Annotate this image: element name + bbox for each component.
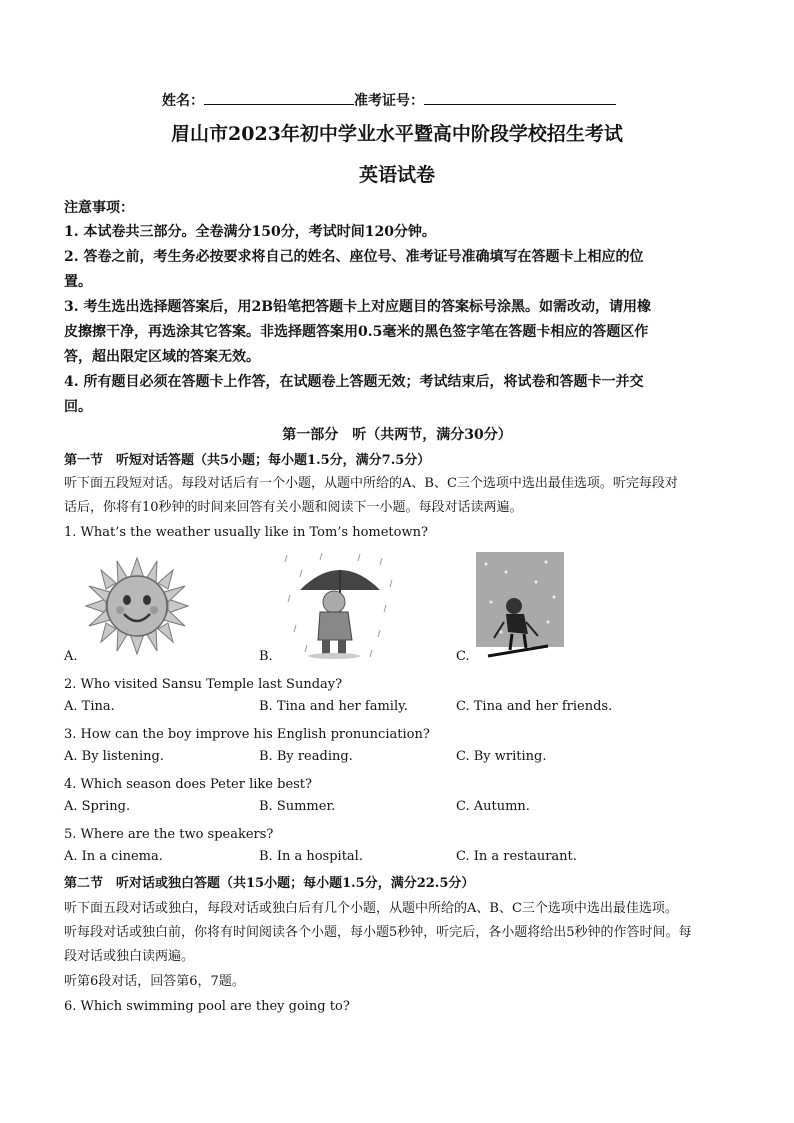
section1-instruction: 话后，你将有10秒钟的时间来回答有关小题和阅读下一小题。每段对话读两遍。: [64, 500, 523, 515]
section1-heading: 第一节 听短对话答题（共5小题；每小题1.5分，满分7.5分）: [64, 453, 431, 468]
question-3: 3. How can the boy improve his English pronunciation?: [64, 727, 430, 742]
option-a[interactable]: A. Tina.: [64, 699, 115, 714]
option-c[interactable]: C. Tina and her friends.: [456, 699, 613, 714]
question-2: 2. Who visited Sansu Temple last Sunday?: [64, 677, 343, 692]
option-c[interactable]: C. In a restaurant.: [456, 849, 577, 864]
option-a[interactable]: A. Spring.: [64, 799, 131, 814]
section2-instruction: 听每段对话或独白前，你将有时间阅读各个小题，每小题5秒钟，听完后，各小题将给出5秒钟的作答时间。每: [64, 925, 692, 940]
option-a[interactable]: A. By listening.: [64, 749, 164, 764]
option-b[interactable]: B. In a hospital.: [259, 849, 363, 864]
option-b[interactable]: B.: [259, 649, 273, 664]
section2-instruction: 段对话或独白读两遍。: [64, 949, 195, 964]
option-a[interactable]: A. In a cinema.: [64, 849, 163, 864]
name-label: 姓名：: [162, 93, 204, 109]
sun-image: [84, 556, 190, 656]
note-line: 3. 考生选出选择题答案后，用2B铅笔把答题卡上对应题目的答案标号涂黑。如需改动，请用橡: [64, 299, 652, 315]
option-c[interactable]: C. By writing.: [456, 749, 547, 764]
id-blank[interactable]: [424, 90, 616, 105]
part1-title: 第一部分 听（共两节，满分30分）: [282, 427, 512, 443]
option-c[interactable]: C. Autumn.: [456, 799, 530, 814]
note-line: 皮擦擦干净，再选涂其它答案。非选择题答案用0.5毫米的黑色签字笔在答题卡相应的答题区作: [64, 324, 649, 340]
page-title: 眉山市2023年初中学业水平暨高中阶段学校招生考试: [171, 123, 623, 145]
question-4: 4. Which season does Peter like best?: [64, 777, 312, 792]
id-label: 准考证号：: [354, 93, 424, 109]
question-6: 6. Which swimming pool are they going to?: [64, 999, 350, 1014]
note-line: 2. 答卷之前，考生务必按要求将自己的姓名、座位号、准考证号准确填写在答题卡上相应的位: [64, 249, 644, 265]
option-c[interactable]: C.: [456, 649, 470, 664]
page-subtitle: 英语试卷: [358, 164, 435, 186]
snow-skiing-image: [476, 552, 564, 662]
rain-umbrella-image: [282, 550, 398, 662]
option-a[interactable]: A.: [64, 649, 78, 664]
question-5: 5. Where are the two speakers?: [64, 827, 274, 842]
name-field: [162, 90, 616, 110]
section1-instruction: 听下面五段短对话。每段对话后有一个小题，从题中所给的A、B、C三个选项中选出最佳选项。听完每段对: [64, 476, 678, 491]
section2-instruction: 听下面五段对话或独白，每段对话或独白后有几个小题，从题中所给的A、B、C三个选项中选出最佳选项。: [64, 901, 678, 916]
note-line: 4. 所有题目必须在答题卡上作答，在试题卷上答题无效；考试结束后，将试卷和答题卡一并交: [64, 374, 644, 390]
option-b[interactable]: B. By reading.: [259, 749, 353, 764]
option-b[interactable]: B. Summer.: [259, 799, 336, 814]
note-line: 答，超出限定区域的答案无效。: [64, 349, 260, 365]
dialogue-note: 听第6段对话，回答第6，7题。: [64, 974, 245, 989]
question-1: 1. What’s the weather usually like in Tom’s hometown?: [64, 525, 428, 540]
name-blank[interactable]: [204, 90, 354, 105]
option-b[interactable]: B. Tina and her family.: [259, 699, 408, 714]
note-line: 1. 本试卷共三部分。全卷满分150分，考试时间120分钟。: [64, 224, 436, 240]
note-line: 回。: [64, 399, 92, 415]
notes-heading: 注意事项：: [64, 200, 134, 216]
section2-heading: 第二节 听对话或独白答题（共15小题；每小题1.5分，满分22.5分）: [64, 876, 475, 891]
note-line: 置。: [64, 274, 92, 290]
